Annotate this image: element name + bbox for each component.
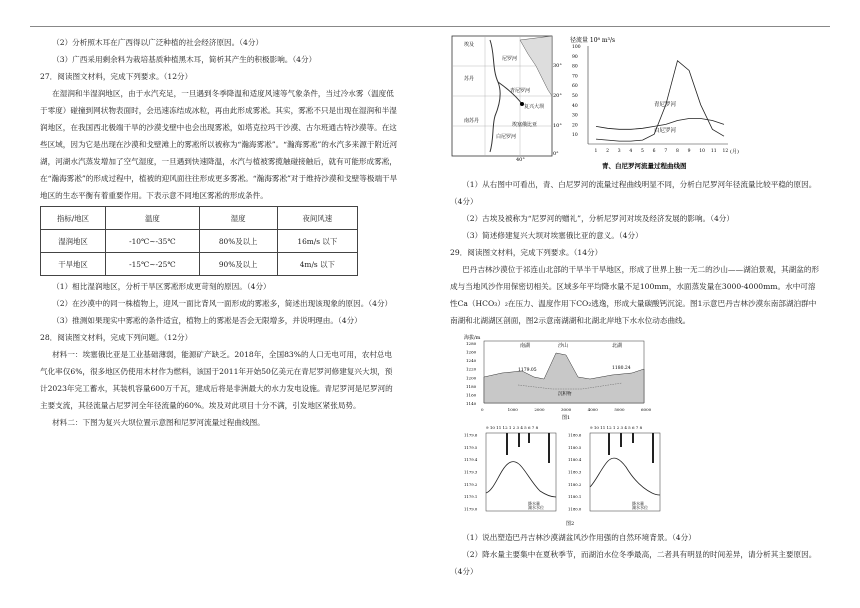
profile-ylabel: 海拔/m [464,335,481,341]
bars-left-ytick-label: 1179.4 [464,457,478,463]
bars-left-ytick-label: 1179.0 [464,506,478,512]
flow-xunit: (月) [730,149,739,155]
question-27-1: （1）相比湿润地区，分析干旱区雾凇形成更苛刻的原因。（4分） [52,282,271,291]
table-cell: 湿润地区 [41,230,106,253]
question-26-2: （2）分析照木耳在广西得以广泛种植的社会经济原因。（4分） [52,38,264,47]
flow-xtick-label: 3 [617,149,621,154]
profile-xtick-label: 5000 [614,407,625,412]
profile-ytick-label: 1240 [466,358,477,364]
flow-xtick-label: 9 [687,149,691,154]
table-header-row [41,207,358,230]
map-label-ethiopia: 埃塞俄比亚 [512,122,538,128]
nile-flow-chart [568,34,740,174]
bars-right-ytick-label: 1180.4 [568,457,582,463]
profile-label-sediment: 沉积物 [558,392,572,397]
flow-xtick-label: 12 [722,149,729,154]
profile-ytick-label: 1260 [466,349,477,355]
flow-ytick-label: 60 [572,84,578,90]
bars-left-ytick-label: 1179.1 [464,494,478,500]
bars-left-months: 9 10 11 12 1 2 3 4 5 6 7 8 [486,425,539,430]
precip-bar [548,433,550,463]
flow-xtick-label: 8 [675,149,679,154]
flow-yticks [572,44,581,138]
table-cell: -10℃~-35℃ [106,230,200,253]
flow-xtick-label: 6 [652,149,656,154]
flow-xtick-label: 10 [699,149,705,154]
profile-xtick-label: 6000 [641,407,652,412]
profile-label-dune: 沙山 [558,343,569,349]
profile-ytick-label: 1200 [466,375,477,381]
table-row [41,253,358,276]
precip-bar [518,433,520,447]
question-26-3: （3）广西采用剩余料为栽培基质种植黑木耳，简析其产生的积极影响。（4分） [52,55,317,64]
header-rule [30,26,830,27]
flow-ytick-label: 30 [572,113,578,119]
map-label-blue-nile: 青尼罗河 [510,88,531,94]
bars-left-ytick-label: 1179.5 [464,444,478,450]
map-lat-20: 20° [553,93,562,99]
lake-profile-figure [462,333,652,421]
bars-right-ytick-label: 1180.1 [568,494,582,500]
profile-yticks [466,341,477,406]
figure-row-nile [450,34,822,176]
map-label-nile: 尼罗河 [502,56,518,62]
question-28-1: （1）从右图中可看出，青、白尼罗河的流量过程曲线明显不同，分析白尼罗河年径流量比较平稳的原因。（4分） [450,180,817,206]
table-cell: -15℃~-25℃ [106,253,200,276]
flow-xtick-label: 7 [664,149,668,154]
question-27-2: （2）在沙漠中的同一株植物上，迎风一面比背风一面形成的雾凇多，简述出现该现象的原因。（4分） [52,299,393,308]
precip-bar [652,433,654,463]
map-lon-40: 40° [516,157,525,163]
profile-label-south-level: 1179.05 [518,368,537,373]
bars-right-ytick-label: 1180.0 [568,506,582,512]
bars-caption: 图2 [566,521,575,527]
profile-ytick-label: 1280 [466,341,477,346]
map-label-white-nile: 白尼罗河 [496,134,517,140]
bars-legend-precip: 降水量 [528,501,540,506]
question-29-1: （1）说出塑造巴丹吉林沙漠湖盆风沙作用强的自然环境背景。（4分） [462,533,696,542]
flow-ytick-label: 40 [572,103,578,109]
fog-condition-table [40,206,358,276]
bars-right-ytick-label: 1180.3 [568,469,582,475]
bars-left-precip [506,433,550,463]
flow-ytick-label: 10 [572,133,578,139]
flow-ytick-label: 80 [572,64,578,70]
flow-xticks [595,148,729,154]
flow-xtick-label: 4 [629,149,633,154]
question-27-title: 27．阅读图文材料，完成下列要求。（12分） [40,72,193,81]
map-lat-0: 0° [553,151,559,157]
question-28-title: 28．阅读图文材料，完成下列问题。（12分） [40,333,193,342]
profile-label-south-lake: 南湖 [520,343,531,349]
flow-ytick-label: 70 [572,74,578,80]
bars-left-yticks [464,433,478,512]
profile-ytick-label: 1180 [466,383,477,389]
question-28-3: （3）简述修建复兴大坝对埃塞俄比亚的意义。（4分） [462,231,643,240]
left-column [40,34,398,431]
bars-right-ytick-label: 1180.5 [568,444,582,450]
profile-ytick-label: 1140 [466,401,477,406]
dam-location-map [450,34,560,162]
bars-right-level-line [590,458,660,495]
profile-label-north-level: 1180.24 [612,366,631,371]
question-29-2: （2）降水量主要集中在夏秋季节，而湖泊水位冬季最高，二者具有明显的时间差异，请分析其主要原因。（4分） [450,550,817,576]
bars-legend-precip-right: 降水量 [632,501,644,506]
flow-ytick-label: 100 [572,45,581,50]
profile-caption: 图1 [562,415,571,421]
precip-bar [632,433,634,443]
flow-title: 青、白尼罗河流量过程曲线图 [602,162,687,170]
profile-xtick-label: 0 [481,407,484,412]
table-cell: 80%及以上 [199,230,277,253]
flow-ytick-label: 20 [572,123,578,129]
flow-xtick-label: 2 [606,149,610,154]
flow-xtick-label: 11 [710,149,717,154]
table-row [41,230,358,253]
map-lat-10: 10° [553,123,562,129]
profile-xticks [481,407,652,412]
profile-ytick-label: 1160 [466,392,477,398]
precip-bar [620,433,622,447]
question-28-material-2: 材料二：下图为复兴大坝位置示意图和尼罗河流量过程曲线图。 [52,418,265,427]
flow-xtick-label: 5 [641,149,644,154]
question-28-material-1: 材料一：埃塞俄比亚是工业基础薄弱，能源矿产缺乏。2018年，全国83%的人口无电可用，农村总电气化率仅6%，很多地区仍使用木材作为燃料，该国于2011年开始50亿美元在青尼罗河修建复兴大坝，预计2023年完工蓄水，其装机容量600万千瓦，建成后将是非洲最大的水力发电设施。青尼罗河是尼罗河的主要支流，其径流量占尼罗河全年径流量的60%。埃及对此项目十分不满，引发地区紧张局势。 [40,350,393,410]
table-cell: 16m/s 以下 [277,230,357,253]
precip-bar [528,433,530,443]
water-level-figure [462,421,672,529]
bars-left-ytick-label: 1179.2 [464,481,478,487]
table-header: 温度 [106,207,200,230]
flow-ylabel: 径流量 10⁸ m³/s [570,37,616,44]
flow-ytick-label: 50 [572,94,578,99]
profile-xtick-label: 1000 [507,407,518,412]
map-label-egypt: 埃及 [464,42,475,48]
bars-right-months: 9 10 11 12 1 2 3 4 5 6 7 8 [590,425,643,430]
map-label-dam: 复兴大坝 [524,104,545,110]
bars-legend-level: 湖水水位 [528,505,544,510]
bars-right-yticks [568,433,582,512]
flow-series-label-white: 白尼罗河 [654,128,677,134]
bars-left-ytick-label: 1179.6 [464,432,478,438]
bars-left-level-line [486,462,556,497]
question-29-material: 巴丹吉林沙漠位于祁连山北部的干旱半干旱地区，形成了世界上独一无二的沙山——湖泊景观，其湖盆的形成与当地风沙作用保密切相关。区域多年平均降水量不足100mm，水面蒸发量在3000-4000mm。水中可溶性Ca（HCO₃）₂在压力、温度作用下CO₂逃逸，形成大量碳酸钙沉淀。图1示意巴丹吉林沙漠东南部湖泊群中南湖和北湖湖区剖面，图2示意南湖湖和北湖北岸地下水水位动态曲线。 [450,265,820,325]
question-27-material: 在湿润和半湿润地区，由于水汽充足，一旦遇到冬季降温和适度风速等气象条件，当过冷水雾（温度低于零度）碰撞到网状物表面时，会迅速冻结成冰粒，再由此形成雾凇。其实，雾凇不只是出现在湿润和半湿润地区，在我国西北极端干旱的沙漠戈壁中也会出现雾凇，如塔克拉玛干沙漠、古尔班通古特沙漠等。在这些区域，因为它是出现在沙漠和戈壁滩上的雾凇所以被称为“瀚海雾凇”。“瀚海雾凇”的水汽多来源于附近河湖，河湖水汽蒸发增加了空气湿度，一旦遇到快速降温，水汽与植被雾揽触碰接触后，就有可能形成雾凇，在“瀚海雾凇”的形成过程中，植被的迎风面往往形成更多雾凇。“瀚海雾凇”对于维持沙漠和戈壁等极端干旱地区的生态平衡有着重要作用。下表示意不同地区雾凇的形成条件。 [40,89,398,200]
table-cell: 4m/s 以下 [277,253,357,276]
profile-xtick-label: 2000 [534,407,545,412]
map-label-south-sudan: 南苏丹 [464,118,480,124]
question-27-3: （3）推测如果现实中雾凇的条件适宜，植物上的雾凇是否会无限增多，并说明理由。（4分） [52,316,362,325]
precip-bar [506,433,508,455]
map-lat-30: 30° [553,63,562,69]
table-header: 指标/地区 [41,207,106,230]
precip-bar [608,433,610,455]
bars-right-ytick-label: 1180.6 [568,432,582,438]
table-cell: 90%及以上 [199,253,277,276]
flow-series-label-blue: 青尼罗河 [654,102,677,108]
bars-right-ytick-label: 1180.2 [568,481,582,487]
bars-left-ytick-label: 1179.3 [464,469,478,475]
profile-xtick-label: 3000 [561,407,572,412]
bars-legend-level-right: 湖水水位 [632,505,648,510]
profile-xtick-label: 4000 [587,407,598,412]
table-header: 夜间风速 [277,207,357,230]
right-column [450,34,822,580]
flow-ytick-label: 90 [572,54,578,60]
table-header: 湿度 [199,207,277,230]
flow-xtick-label: 1 [594,149,598,154]
profile-ytick-label: 1220 [466,366,477,372]
table-cell: 干旱地区 [41,253,106,276]
question-28-2: （2）古埃及被称为“尼罗河的赠礼”，分析尼罗河对埃及经济发展的影响。（4分） [462,214,734,223]
profile-label-north-lake: 北湖 [612,343,623,349]
question-29-title: 29．阅读图文材料，完成下列要求。（14分） [450,248,603,257]
map-label-sudan: 苏丹 [464,76,475,82]
